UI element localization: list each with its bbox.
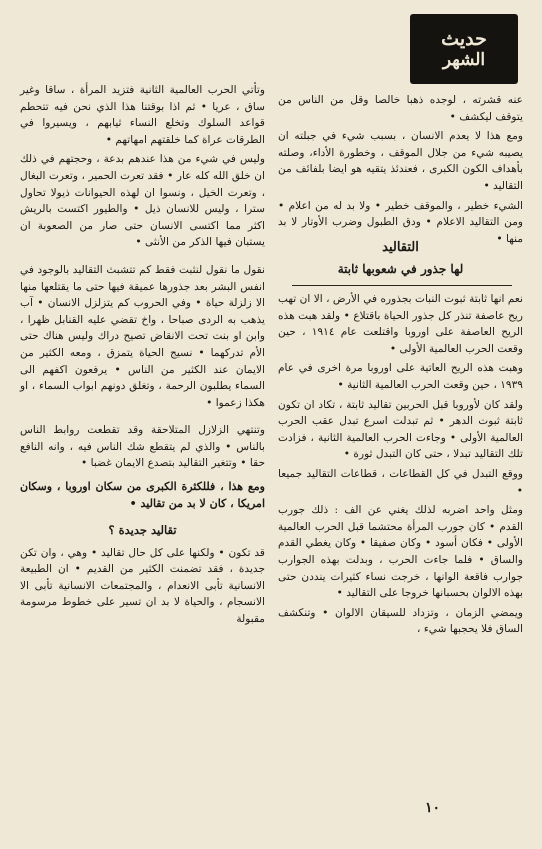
subheading: تقاليد جديدة ؟	[108, 523, 177, 538]
paragraph: نقول ما نقول لنثبت فقط كم تتشبث التقاليد بالوجود في انفس البشر بعد جذورها عميقة فيها حتى ما يقتلعها منها الا زلزلة حياة • وفي الحروب كم يتزلزل الانسان • آب يذهب به الردى صباحا ، واخ تقضي عليه القنابل ظهرا ، وابن او بنت تحت الانقاض تصيح دراك وليس هناك حتى الأم تدركهما • نسيج الحياة يتمزق ، ومعه الكثير من الايمان عند الكثير من الناس • يرفعون اكفهم الى السماء يطلبون الرحمة ، وتغلق دونهم ابواب السماء ، او هكذا زعموا •	[20, 263, 265, 409]
left-column	[20, 82, 265, 631]
paragraph: ومثل واحد اضربه لذلك يغني عن الف : ذلك جورب القدم • كان جورب المرأة محتشما قبل الحرب العالمية الأولى • فكان أسود • وكان صفيقا • وكان يغطي القدم والساق • فلما جاءت الحرب ، وبدلت بهذه الجوارب جوارب فاقعة الوانها ، خرجت نساء كثيرات ينددن حتى بهذه الالوان بحسبانها خروجا على التقاليد •	[278, 504, 523, 600]
column-logo	[410, 14, 518, 84]
page-number: ١٠	[425, 800, 441, 816]
right-column-bottom	[278, 291, 523, 641]
paragraph: عنه قشرته ، لوجده ذهبا خالصا وقل من الناس من يتوقف ليكشف •	[278, 94, 523, 123]
paragraph: ويمضي الزمان ، وتزداد للسيقان الالوان • وتنكشف الساق فلا يحجبها شيء ،	[278, 606, 523, 636]
section-title-main: التقاليد	[382, 240, 419, 255]
paragraph: وتأتي الحرب العالمية الثانية فتزيد المرأة ، ساقا وغير ساق ، عريا • ثم اذا بوقتنا هذا الذي نحن فيه تتحطم قواعد السلوك وتخلع النساء ثيابهم ، ويسيروا في الطرقات عراة كما خلقتهم امهاتهم •	[20, 84, 265, 146]
section-title	[278, 238, 523, 278]
section-title-sub: لها جذور في شعوبها ثابتة	[337, 262, 464, 276]
paragraph: ومع هذا لا يعدم الانسان ، بسبب شيء في جبلته ان يصيبه شيء من جلال الموقف ، وخطورة الأداء، وصلته بأهداف الكون الكبرى ، فعندئذ يتقيه هو ايضا بلفائف من التقاليد •	[278, 130, 523, 192]
paragraph: ولقد كان لأوروبا قبل الحربين تقاليد ثابتة ، تكاد ان تكون ثابتة ثبوت الدهر • ثم تبدلت اسرع تبدل عقب الحرب العالمية الأولى • وجاءت الحرب العالمية الثانية ، فزادت تلك التقاليد تبدلا ، حتى كان التبدل ثورة •	[278, 398, 523, 461]
paragraph: وتنتهي الزلازل المتلاحقة وقد تقطعت روابط الناس بالناس • والذي لم يتقطع شك الناس فيه ، وانه النافع حقا • وتتغير التقاليد بتصدع الايمان غضبا •	[20, 424, 265, 470]
paragraph: الشيء خطير ، والموقف خطير • ولا بد له من اعلام • ومن التقاليد الاعلام • ودق الطبول وضرب الأوتار لا بد منها •	[278, 199, 523, 245]
paragraph: نعم انها ثابتة ثبوت النبات بجذوره في الأرض ، الا ان تهب ريح عاصفة تنذر كل جذور الحياة باقتلاع • ولقد هبت هذه الريح العاصفة على اوروبا واقتلعت عام ١٩١٤ ، حين وقعت الحرب العالمية الأولى •	[278, 293, 523, 355]
right-column-top	[278, 92, 523, 250]
logo-line-2: الشهر	[442, 50, 486, 70]
paragraph: وهبت هذه الريح العاتية على اوروبا مرة اخرى في عام ١٩٣٩ ، حين وقعت الحرب العالمية الثانية •	[278, 362, 523, 391]
paragraph: وليس في شيء من هذا عندهم بدعة ، وحجتهم في ذلك ان خلق الله كله عار • فقد تعرت الحمير ، وتعرت البغال ، وتعرت الخيل ، ونسوا ان لهذه الحيوانات ذيولا تحاول سترا ، وليس للانسان ذيل • والطيور اكتست بالريش اكثر مما اكتسى الانسان حتى صار من الصعوبة ان يستبان فيها الذكر من الأنثى •	[20, 153, 265, 249]
paragraph: ووقع التبدل في كل القطاعات ، قطاعات التقاليد جميعا •	[278, 467, 523, 497]
logo-line-1: حديث	[441, 28, 487, 50]
bold-paragraph: ومع هذا ، فللكثرة الكبرى من سكان اوروبا ، وسكان امريكا ، كان لا بد من تقاليد •	[20, 480, 265, 511]
section-divider	[292, 285, 512, 286]
paragraph: قد تكون • ولكنها على كل حال تقاليد • وهي ، وان تكن جديدة ، فقد تضمنت الكثير من القديم • ان الطبيعة الانسانية تأبى الانعدام ، والمجتمعات الانسانية تأبى الا الانسجام ، والحياة لا بد ان تسير على خطوط مرسومة مقبولة	[20, 546, 265, 626]
